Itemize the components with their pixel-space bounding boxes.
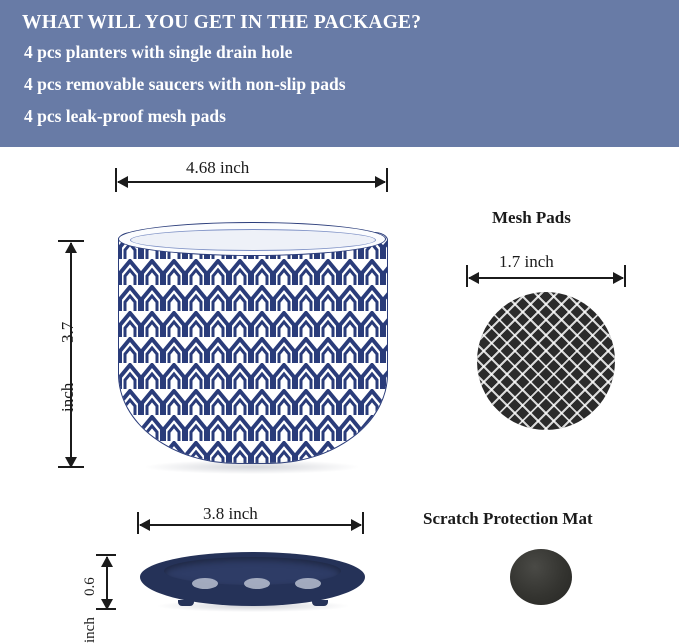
saucer-illustration [140, 552, 365, 612]
scratch-mat-title: Scratch Protection Mat [423, 509, 593, 528]
saucer-foot-left [178, 600, 194, 606]
mesh-pads-title: Mesh Pads [492, 208, 571, 227]
mesh-pad-illustration [477, 292, 615, 430]
saucer-foot-right [312, 600, 328, 606]
planter-illustration [118, 222, 386, 467]
mesh-width-arrow [469, 277, 623, 279]
saucer-pad-2 [244, 578, 270, 589]
banner-title: WHAT WILL YOU GET IN THE PACKAGE? [22, 12, 422, 33]
mesh-pad-grid [477, 292, 615, 430]
saucer-height-label-value: 0.6 [82, 577, 98, 596]
saucer-width-label: 3.8 inch [203, 504, 258, 523]
planter-body [118, 232, 388, 464]
saucer-width-cap-right [362, 512, 364, 534]
package-contents-banner [0, 0, 679, 147]
saucer-height-arrow [106, 557, 108, 609]
planter-pattern-icon [119, 233, 387, 463]
planter-width-arrow [118, 181, 385, 183]
mesh-width-label: 1.7 inch [499, 252, 554, 271]
banner-line-1: 4 pcs planters with single drain hole [24, 42, 293, 62]
saucer-width-arrow [140, 524, 361, 526]
saucer-pad-3 [295, 578, 321, 589]
scratch-protection-mat-illustration [510, 549, 572, 605]
saucer-pad-1 [192, 578, 218, 589]
planter-width-label: 4.68 inch [186, 158, 250, 177]
mesh-width-cap-right [624, 265, 626, 287]
planter-width-cap-right [386, 168, 388, 192]
planter-shadow [146, 460, 358, 474]
planter-height-label-unit: inch [58, 382, 77, 412]
planter-rim [118, 222, 386, 256]
banner-line-2: 4 pcs removable saucers with non-slip pads [24, 74, 346, 94]
planter-height-label-value: 3.7 [58, 321, 77, 343]
planter-height-arrow [70, 243, 72, 467]
banner-line-3: 4 pcs leak-proof mesh pads [24, 106, 226, 126]
saucer-height-label-unit: inch [82, 617, 98, 643]
planter-rim-inner [130, 229, 376, 251]
